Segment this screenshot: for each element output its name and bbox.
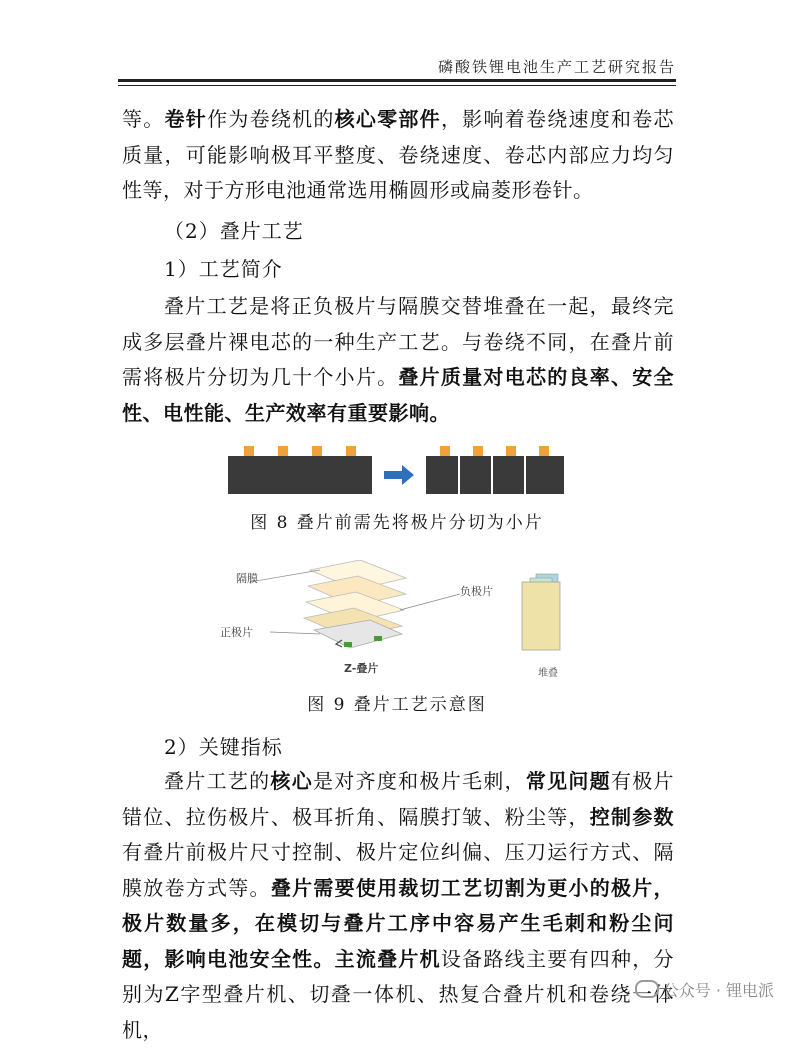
tab-green [344, 642, 352, 647]
text-run: 是对齐度和极片毛刺， [313, 769, 526, 793]
stack-body [522, 582, 560, 650]
tab [539, 446, 549, 456]
header-rule-thin [118, 85, 676, 86]
electrode-piece [426, 456, 458, 494]
bold-run: 叠片质量对电芯的良率、安全性、电性能、生产效率有重要影响。 [122, 365, 675, 425]
header-rule-thick [118, 79, 676, 82]
figure-9-caption: 图 9 叠片工艺示意图 [307, 695, 487, 715]
electrode-piece [526, 456, 564, 494]
watermark [635, 978, 774, 1001]
report-title: 磷酸铁锂电池生产工艺研究报告 [437, 58, 676, 76]
paragraph-winding-needle [122, 102, 674, 209]
tab [440, 446, 450, 456]
text-run: 设备路线主要有四种，分别为Z字型叠片机、切叠一体机、热复合叠片机和卷绕一体机， [122, 946, 675, 1042]
label-negative-electrode: 负极片 [460, 585, 493, 598]
electrode-sheet-uncut [228, 456, 372, 494]
text-run: 作为卷绕机的 [207, 107, 335, 131]
bold-run: 常见问题 [525, 769, 611, 793]
text-run: 叠片工艺的 [164, 769, 271, 793]
text-run: 叠片工艺是将正负极片与隔膜交替堆叠在一起，最终完成多层叠片裸电芯的一种生产工艺。与卷绕不同，在叠片前需将极片分切为几十个小片。 [122, 294, 674, 389]
tab [278, 446, 288, 456]
section-heading-stacking: （2）叠片工艺 [164, 219, 304, 243]
tab [244, 446, 254, 456]
text-run: ，影响着卷绕速度和卷芯质量，可能影响极耳平整度、卷绕速度、卷芯内部应力均匀性等，对于方形电池通常选用椭圆形或扁菱形卷针。 [122, 107, 675, 202]
label-positive-electrode: 正极片 [220, 626, 253, 639]
text-run: 等。 [122, 107, 165, 131]
subheading-key-metrics: 2）关键指标 [164, 735, 283, 759]
bold-run: 核心零部件 [334, 107, 441, 131]
tab [312, 446, 322, 456]
tab [506, 446, 516, 456]
leader-line [400, 594, 460, 610]
label-separator: 隔膜 [236, 572, 258, 585]
label-stack: 堆叠 [538, 668, 558, 679]
wechat-icon [635, 980, 659, 998]
label-z-stacking: Z-叠片 [344, 662, 379, 675]
tab [346, 446, 356, 456]
text-run: 有叠片前极片尺寸控制、极片定位纠偏、压刀运行方式、隔膜放卷方式等。 [122, 840, 674, 900]
figure-8-caption: 图 8 叠片前需先将极片分切为小片 [250, 513, 544, 533]
tab [473, 446, 483, 456]
leader-line [250, 570, 320, 582]
bold-run: 控制参数 [589, 804, 675, 829]
paragraph-key-metrics [122, 764, 674, 1048]
electrode-piece [493, 456, 524, 494]
text-run: 有极片错位、拉伤极片、极耳折角、隔膜打皱、粉尘等， [122, 769, 675, 829]
figure-8-cutting-diagram [228, 446, 568, 498]
paragraph-stacking-intro [122, 289, 674, 431]
tab-green [374, 636, 382, 641]
watermark-text: 公众号 · 锂电派 [662, 981, 774, 1000]
bold-run: 卷针 [164, 107, 208, 131]
figure-9-stacking-diagram [210, 560, 580, 680]
electrode-piece [460, 456, 491, 494]
subheading-process-intro: 1）工艺简介 [164, 257, 283, 281]
bold-run: 核心 [270, 769, 313, 793]
arrow-right-icon [384, 465, 414, 485]
bold-run: 叠片需要使用裁切工艺切割为更小的极片，极片数量多，在模切与叠片工序中容易产生毛刺和粉尘问题，影响电池安全性。主流叠片机 [122, 875, 675, 971]
leader-line [270, 632, 320, 634]
